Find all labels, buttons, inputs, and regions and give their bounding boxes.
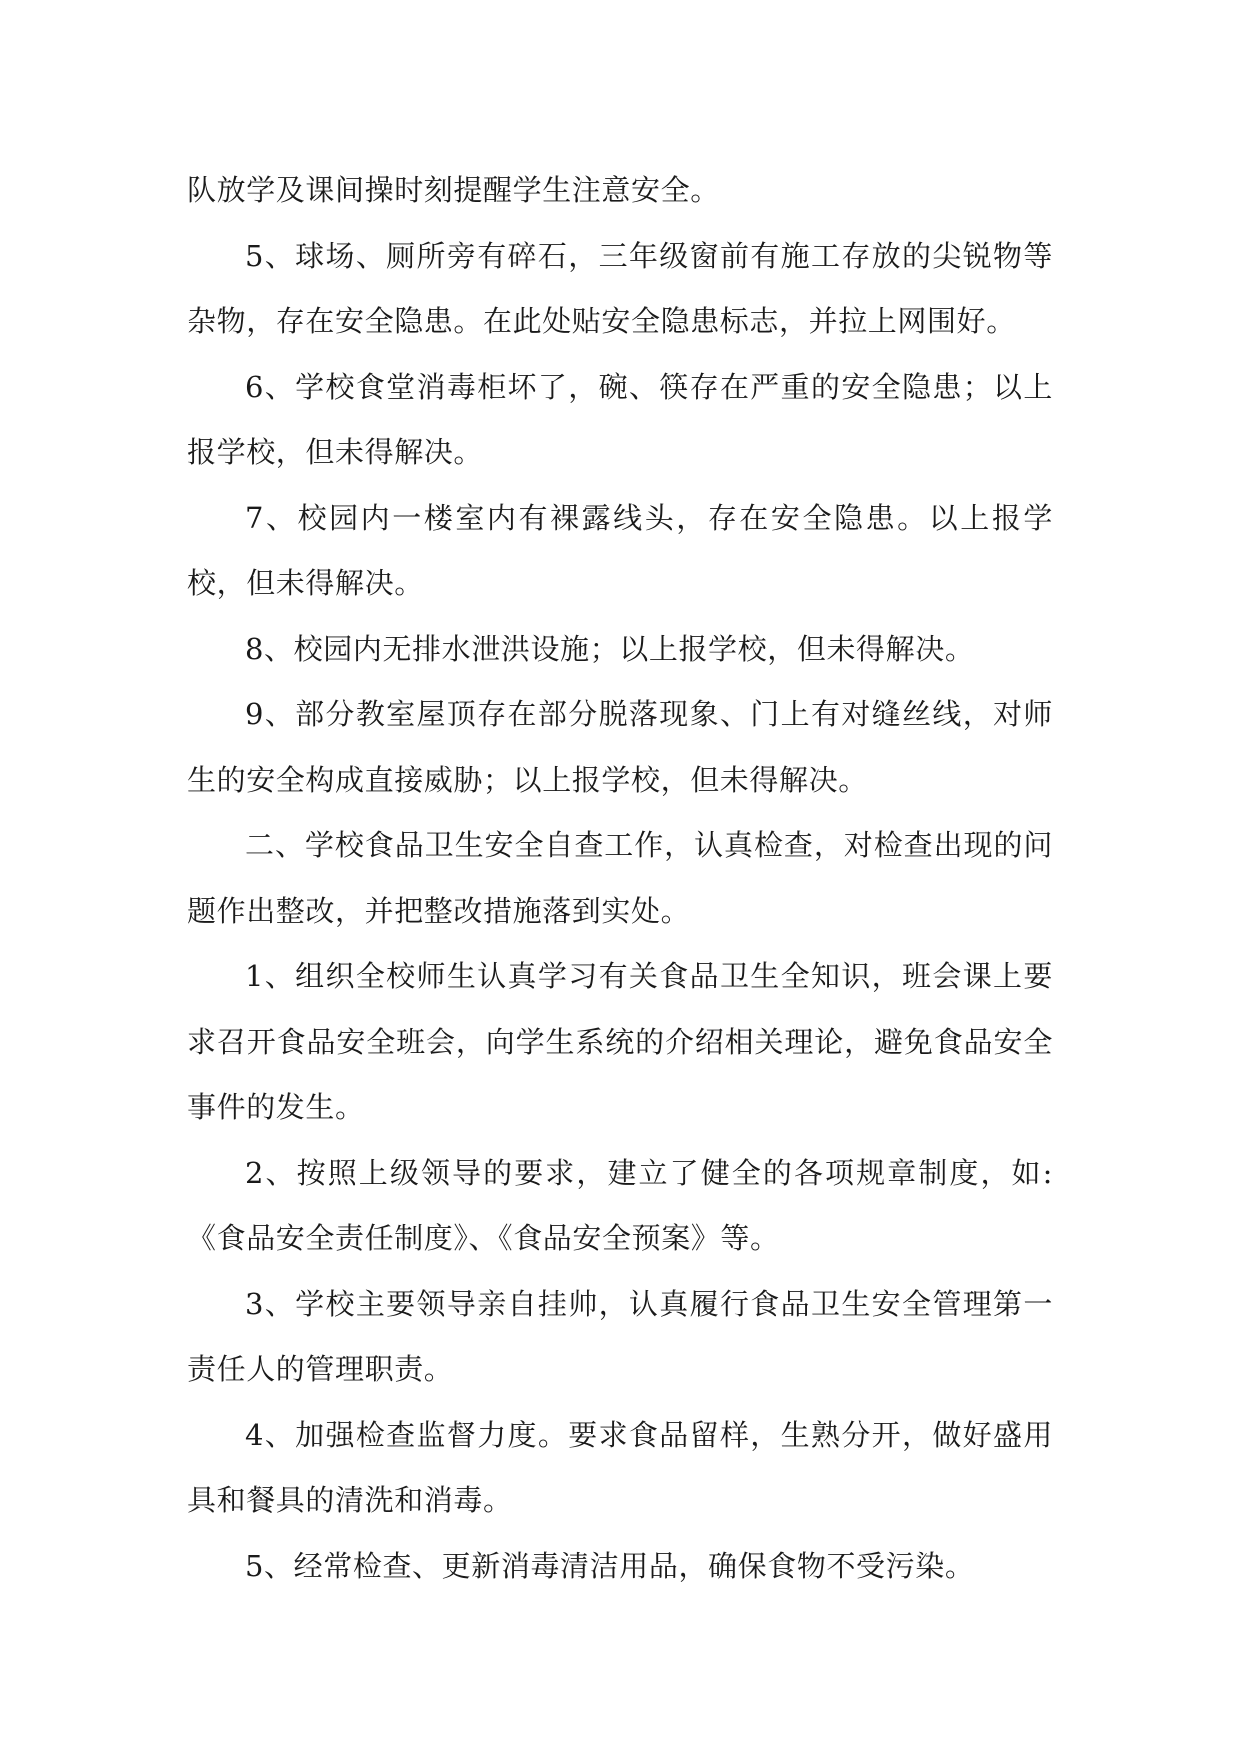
paragraph: 7、校园内一楼室内有裸露线头，存在安全隐患。以上报学校，但未得解决。 (187, 500, 1053, 600)
paragraph: 4、加强检查监督力度。要求食品留样，生熟分开，做好盛用具和餐具的清洗和消毒。 (187, 1417, 1053, 1517)
paragraph: 2、按照上级领导的要求，建立了健全的各项规章制度，如:《食品安全责任制度》、《食品安全预案》等。 (187, 1155, 1053, 1255)
document-body (187, 158, 1053, 1599)
paragraph: 6、学校食堂消毒柜坏了，碗、筷存在严重的安全隐患；以上报学校，但未得解决。 (187, 369, 1053, 469)
paragraph: 3、学校主要领导亲自挂帅，认真履行食品卫生安全管理第一责任人的管理职责。 (187, 1286, 1053, 1386)
paragraph: 1、组织全校师生认真学习有关食品卫生全知识，班会课上要求召开食品安全班会，向学生系统的介绍相关理论，避免食品安全事件的发生。 (187, 959, 1053, 1124)
paragraph: 8、校园内无排水泄洪设施；以上报学校，但未得解决。 (245, 631, 975, 666)
paragraph: 9、部分教室屋顶存在部分脱落现象、门上有对缝丝线，对师生的安全构成直接威胁；以上报学校，但未得解决。 (187, 697, 1053, 797)
paragraph: 5、经常检查、更新消毒清洁用品，确保食物不受污染。 (245, 1548, 975, 1583)
paragraph: 队放学及课间操时刻提醒学生注意安全。 (187, 173, 720, 207)
paragraph: 5、球场、厕所旁有碎石，三年级窗前有施工存放的尖锐物等杂物，存在安全隐患。在此处贴安全隐患标志，并拉上网围好。 (187, 238, 1053, 338)
section-heading-paragraph: 二、学校食品卫生安全自查工作，认真检查，对检查出现的问题作出整改，并把整改措施落到实处。 (187, 828, 1053, 928)
